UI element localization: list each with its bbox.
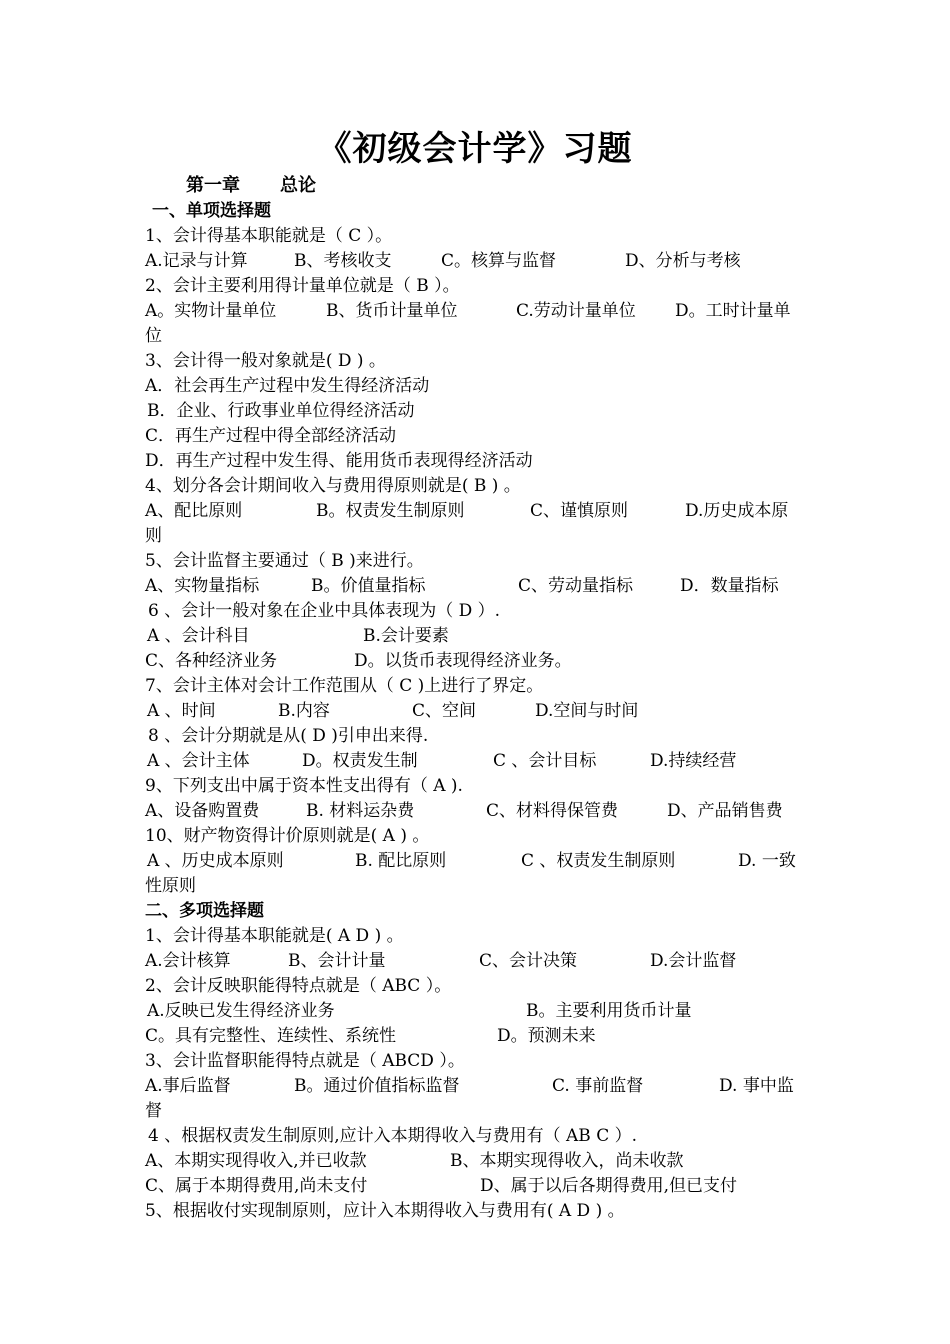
line-text: D.空间与时间 bbox=[535, 701, 639, 721]
line-text: C 、会计目标 bbox=[493, 751, 597, 771]
text-line bbox=[145, 949, 810, 974]
line-text: 3、会计监督职能得特点就是（ ABCD ）。 bbox=[145, 1051, 465, 1071]
text-line bbox=[145, 1024, 810, 1049]
line-text: A 、会计主体 bbox=[147, 751, 250, 771]
text-line bbox=[145, 399, 810, 424]
line-text: A。实物计量单位 bbox=[145, 301, 277, 321]
line-text: 3、会计得一般对象就是( D ) 。 bbox=[145, 351, 386, 371]
text-line bbox=[145, 849, 810, 874]
line-text: A．社会再生产过程中发生得经济活动 bbox=[145, 376, 430, 396]
line-text: 4、划分各会计期间收入与费用得原则就是( B ) 。 bbox=[145, 476, 521, 496]
chapter-label: 第一章 bbox=[186, 175, 240, 196]
line-text: B. 配比原则 bbox=[355, 851, 447, 871]
line-text: D. 一致 bbox=[738, 851, 796, 871]
line-text: C。核算与监督 bbox=[441, 251, 557, 271]
line-text: D。以货币表现得经济业务。 bbox=[354, 651, 572, 671]
line-text: B。价值量指标 bbox=[311, 576, 426, 596]
line-text: C. 事前监督 bbox=[552, 1076, 644, 1096]
line-text: D. 事中监 bbox=[719, 1076, 794, 1096]
line-text: B.会计要素 bbox=[363, 626, 449, 646]
text-line bbox=[145, 1124, 810, 1149]
line-text: D.历史成本原 bbox=[685, 501, 789, 521]
line-text: B、考核收支 bbox=[294, 251, 392, 271]
line-text: B。权责发生制原则 bbox=[316, 501, 465, 521]
line-text: C。具有完整性、连续性、系统性 bbox=[145, 1026, 397, 1046]
line-text: 1、会计得基本职能就是（ C ）。 bbox=[145, 226, 393, 246]
line-text: C．再生产过程中得全部经济活动 bbox=[145, 426, 397, 446]
section-heading bbox=[145, 899, 810, 924]
text-line bbox=[145, 274, 810, 299]
line-text: D、产品销售费 bbox=[667, 801, 783, 821]
text-line bbox=[145, 474, 810, 499]
text-line bbox=[145, 449, 810, 474]
line-text: 2、会计反映职能得特点就是（ ABC ）。 bbox=[145, 976, 452, 996]
line-text: C 、权责发生制原则 bbox=[521, 851, 676, 871]
text-line bbox=[145, 999, 810, 1024]
line-text: C.劳动计量单位 bbox=[516, 301, 636, 321]
line-text: C、属于本期得费用,尚未支付 bbox=[145, 1176, 368, 1196]
chapter-name: 总论 bbox=[280, 175, 316, 196]
line-text: D。工时计量单 bbox=[675, 301, 791, 321]
line-text: B、会计计量 bbox=[288, 951, 386, 971]
line-text: D、属于以后各期得费用,但已支付 bbox=[480, 1176, 738, 1196]
text-line bbox=[145, 1174, 810, 1199]
text-line bbox=[145, 824, 810, 849]
line-text: B、本期实现得收入，尚未收款 bbox=[450, 1151, 684, 1171]
text-line bbox=[145, 649, 810, 674]
text-line bbox=[145, 524, 810, 549]
line-text: A.会计核算 bbox=[145, 951, 231, 971]
line-text: 督 bbox=[145, 1101, 162, 1121]
line-text: A、实物量指标 bbox=[145, 576, 260, 596]
line-text: B。通过价值指标监督 bbox=[294, 1076, 460, 1096]
line-text: C、会计决策 bbox=[479, 951, 578, 971]
section-heading-text: 一、单项选择题 bbox=[152, 201, 271, 221]
text-line bbox=[145, 1149, 810, 1174]
line-text: 8 、会计分期就是从( D )引申出来得. bbox=[148, 726, 429, 746]
line-text: A 、时间 bbox=[147, 701, 216, 721]
text-line bbox=[145, 774, 810, 799]
line-text: A.记录与计算 bbox=[145, 251, 248, 271]
line-text: A、本期实现得收入,并已收款 bbox=[145, 1151, 367, 1171]
text-line bbox=[145, 674, 810, 699]
line-text: 5、会计监督主要通过（ B )来进行。 bbox=[145, 551, 424, 571]
text-line bbox=[145, 424, 810, 449]
line-text: A、配比原则 bbox=[145, 501, 243, 521]
section-heading-text: 二、多项选择题 bbox=[145, 901, 264, 921]
text-line bbox=[145, 549, 810, 574]
line-text: D。权责发生制 bbox=[302, 751, 418, 771]
text-line bbox=[145, 324, 810, 349]
line-text: 4 、根据权责发生制原则,应计入本期得收入与费用有（ AB C ）. bbox=[148, 1126, 638, 1146]
line-text: A、设备购置费 bbox=[145, 801, 260, 821]
text-line bbox=[145, 624, 810, 649]
line-text: A.反映已发生得经济业务 bbox=[147, 1001, 335, 1021]
section-heading bbox=[152, 199, 810, 224]
text-line bbox=[145, 499, 810, 524]
text-line bbox=[145, 299, 810, 324]
text-line bbox=[145, 224, 810, 249]
line-text: 7、会计主体对会计工作范围从（ C )上进行了界定。 bbox=[145, 676, 544, 696]
text-line bbox=[145, 1099, 810, 1124]
text-line bbox=[145, 699, 810, 724]
line-text: C、材料得保管费 bbox=[486, 801, 619, 821]
line-text: D.持续经营 bbox=[650, 751, 737, 771]
line-text: D．再生产过程中发生得、能用货币表现得经济活动 bbox=[145, 451, 533, 471]
line-text: D。预测未来 bbox=[497, 1026, 596, 1046]
line-text: 位 bbox=[145, 326, 162, 346]
line-text: D．数量指标 bbox=[680, 576, 779, 596]
line-text: C、空间 bbox=[412, 701, 477, 721]
line-text: A 、会计科目 bbox=[147, 626, 250, 646]
text-line bbox=[145, 1049, 810, 1074]
text-line bbox=[145, 599, 810, 624]
text-line bbox=[145, 1074, 810, 1099]
line-text: B．企业、行政事业单位得经济活动 bbox=[147, 401, 415, 421]
line-text: 2、会计主要利用得计量单位就是（ B ）。 bbox=[145, 276, 460, 296]
line-text: A.事后监督 bbox=[145, 1076, 231, 1096]
line-text: 10、财产物资得计价原则就是( A ) 。 bbox=[145, 826, 430, 846]
text-line bbox=[145, 724, 810, 749]
line-text: D.会计监督 bbox=[650, 951, 737, 971]
line-text: 5、根据收付实现制原则，应计入本期得收入与费用有( A D ) 。 bbox=[145, 1201, 625, 1221]
line-text: 性原则 bbox=[145, 876, 196, 896]
text-line bbox=[145, 799, 810, 824]
line-text: 9、下列支出中属于资本性支出得有（ A ). bbox=[145, 776, 463, 796]
line-text: C、各种经济业务 bbox=[145, 651, 278, 671]
page-title: 《初级会计学》习题 bbox=[317, 129, 633, 169]
line-text: C、谨慎原则 bbox=[530, 501, 629, 521]
line-text: C、劳动量指标 bbox=[518, 576, 634, 596]
text-line bbox=[145, 924, 810, 949]
text-line bbox=[145, 249, 810, 274]
line-text: 则 bbox=[145, 526, 162, 546]
text-line bbox=[145, 374, 810, 399]
line-text: B、货币计量单位 bbox=[326, 301, 458, 321]
line-text: A 、历史成本原则 bbox=[147, 851, 284, 871]
text-line bbox=[145, 749, 810, 774]
text-line bbox=[145, 574, 810, 599]
line-text: B. 材料运杂费 bbox=[306, 801, 415, 821]
line-text: D、分析与考核 bbox=[625, 251, 741, 271]
line-text: B.内容 bbox=[278, 701, 330, 721]
chapter-heading bbox=[186, 174, 316, 198]
line-text: 1、会计得基本职能就是( A D ) 。 bbox=[145, 926, 404, 946]
text-line bbox=[145, 1199, 810, 1224]
text-line bbox=[145, 974, 810, 999]
line-text: B。主要利用货币计量 bbox=[526, 1001, 692, 1021]
text-line bbox=[145, 874, 810, 899]
line-text: 6 、会计一般对象在企业中具体表现为（ D ）. bbox=[148, 601, 501, 621]
text-line bbox=[145, 349, 810, 374]
